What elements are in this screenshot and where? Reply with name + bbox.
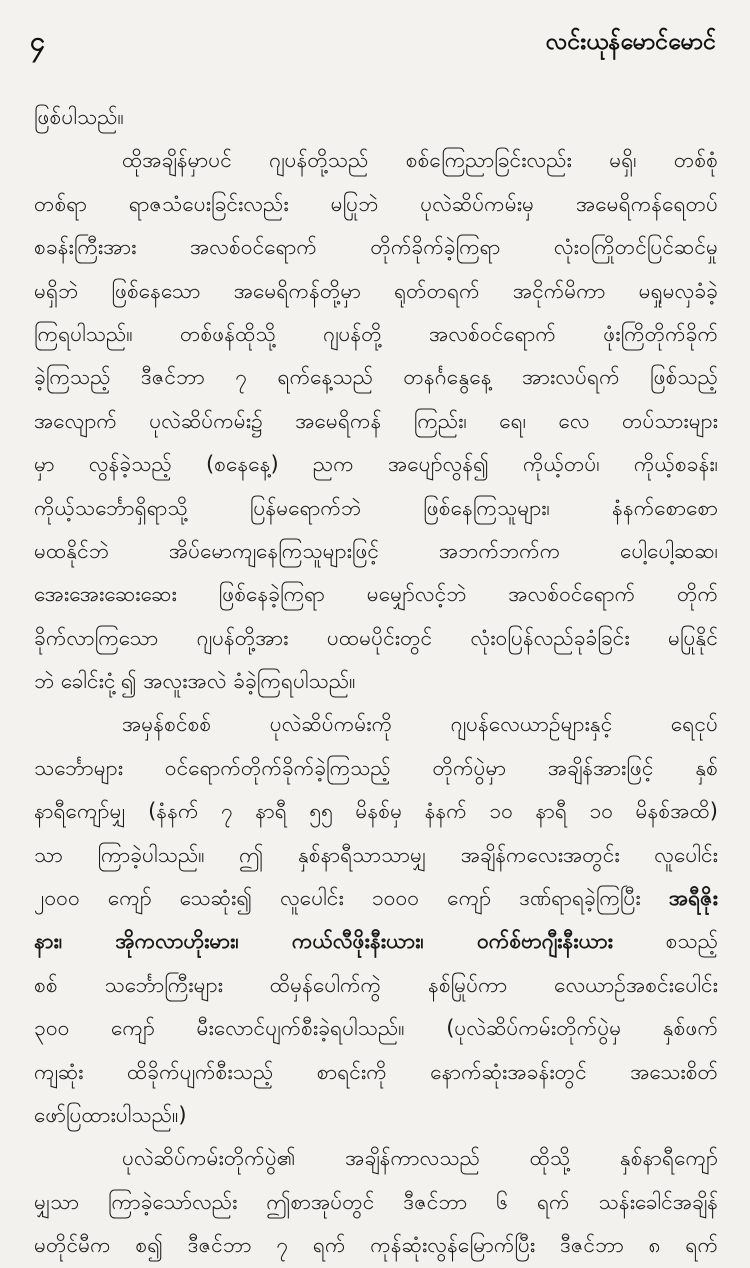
text-line: မရှိဘဲ ဖြစ်နေသော အမေရိကန်တို့မှာ ရုတ်တရက် အငိုက်မိကာ မရှုမလှခံခဲ့ bbox=[34, 278, 718, 303]
body-text bbox=[34, 96, 718, 1268]
text-line: ကြရပါသည်။ တစ်ဖန်ထိုသို့ ဂျပန်တို့ အလစ်ဝင်ရောက် ဖုံးကြိတိုက်ခိုက် bbox=[34, 321, 718, 346]
text-line: ၃၀၀ ကျော် မီးလောင်ပျက်စီးခဲ့ရပါသည်။ (ပုလဲဆိပ်ကမ်းတိုက်ပွဲမှ နှစ်ဖက် bbox=[34, 1016, 718, 1041]
text-line: ကိုယ့်သင်္ဘောရှိရာသို့ ပြန်မရောက်ဘဲ ဖြစ်နေကြသူများ၊ နံနက်စောစော bbox=[34, 495, 718, 520]
text-line: ပုလဲဆိပ်ကမ်းတိုက်ပွဲ၏ အချိန်ကာလသည် ထိုသို့ နှစ်နာရီကျော် bbox=[122, 1146, 718, 1171]
text-line: သာ ကြာခဲ့ပါသည်။ ဤ နှစ်နာရီသာသာမျှ အချိန်ကလေးအတွင်း လူပေါင်း bbox=[34, 842, 718, 867]
text-line: ဖြစ်ပါသည်။ bbox=[34, 105, 124, 129]
text-line: သင်္ဘောများ ဝင်ရောက်တိုက်ခိုက်ခဲ့ကြသည့် တိုက်ပွဲမှာ အချိန်အားဖြင့် နှစ် bbox=[34, 755, 718, 780]
running-head: လင်းယုန်မောင်မောင် bbox=[545, 29, 716, 55]
text-line: စစ် သင်္ဘောကြီးများ ထိမှန်ပေါက်ကွဲ နစ်မြုပ်ကာ လေယာဉ်အစင်းပေါင်း bbox=[34, 972, 718, 997]
text-line: မျှသာ ကြာခဲ့သော်လည်း ဤစာအုပ်တွင် ဒီဇင်ဘာ ၆ ရက် သန်းခေါင်အချိန် bbox=[34, 1189, 718, 1214]
text-line: ခဲ့ကြသည့် ဒီဇင်ဘာ ၇ ရက်နေ့သည် တနင်္ဂနွေနေ့ အားလပ်ရက် ဖြစ်သည့် bbox=[34, 365, 718, 390]
text-line: ကျဆုံး ထိခိုက်ပျက်စီးသည့် စာရင်းကို နောက်ဆုံးအခန်းတွင် အသေးစိတ် bbox=[34, 1059, 718, 1084]
text-line: ဘဲ ခေါင်းငုံ့၍ အလူးအလဲ ခံခဲ့ကြရပါသည်။ bbox=[34, 669, 356, 694]
text-line-with-bold bbox=[34, 920, 718, 963]
text-line: ထိုအချိန်မှာပင် ဂျပန်တို့သည် စစ်ကြေညာခြင်းလည်း မရှိ၊ တစ်စုံ bbox=[122, 148, 718, 173]
text-line-with-bold bbox=[34, 877, 718, 920]
text-line: အမှန်စင်စစ် ပုလဲဆိပ်ကမ်းကို ဂျပန်လေယာဉ်များနှင့် ရေငုပ် bbox=[122, 712, 718, 737]
text-line: မထနိုင်ဘဲ အိပ်မောကျနေကြသူများဖြင့် အဘက်ဘက်က ပေါ့ပေါ့ဆဆ၊ bbox=[34, 538, 718, 563]
text-line: နာရီကျော်မျှ (နံနက် ၇ နာရီ ၅၅ မိနစ်မှ နံနက် ၁၀ နာရီ ၁၀ မိနစ်အထိ) bbox=[34, 799, 718, 824]
bold-text-segment: နား၊ အိုကလာဟိုးမား၊ ကယ်လီဖိုးနီးယား၊ ဝက်စ်ဗာဂျီးနီးယား bbox=[34, 929, 613, 954]
text-line: မတိုင်မီက စ၍ ဒီဇင်ဘာ ၇ ရက် ကုန်ဆုံးလွန်မြောက်ပြီး ဒီဇင်ဘာ ၈ ရက် bbox=[34, 1233, 718, 1258]
text-line: ဖော်ပြထားပါသည်။) bbox=[34, 1102, 187, 1127]
text-segment: စသည့် bbox=[665, 929, 718, 954]
page-header bbox=[30, 22, 720, 66]
bold-text-segment: အရီဇိုး bbox=[668, 886, 718, 911]
text-line: အလျောက် ပုလဲဆိပ်ကမ်း၌ အမေရိကန် ကြည်း၊ ရေ၊ လေ တပ်သားများ bbox=[34, 408, 718, 433]
text-segment: ၂၀၀၀ ကျော် သေဆုံး၍ လူပေါင်း ၁၀၀၀ ကျော် ဒဏ်ရာရခဲ့ကြပြီး bbox=[34, 886, 641, 911]
text-line: ခိုက်လာကြသော ဂျပန်တို့အား ပထမပိုင်းတွင် လုံးဝပြန်လည်ခုခံခြင်း မပြုနိုင် bbox=[34, 625, 718, 650]
text-line: မှာ လွန်ခဲ့သည့် (စနေနေ့) ညက အပျော်လွန်၍ ကိုယ့်တပ်၊ ကိုယ့်စခန်း၊ bbox=[34, 452, 718, 477]
text-line: အေးအေးဆေးဆေး ဖြစ်နေခဲ့ကြရာ မမျှော်လင့်ဘဲ အလစ်ဝင်ရောက် တိုက် bbox=[34, 582, 718, 607]
text-line: စခန်းကြီးအား အလစ်ဝင်ရောက် တိုက်ခိုက်ခဲ့ကြရာ လုံးဝကြိုတင်ပြင်ဆင်မှု bbox=[34, 235, 718, 260]
page-number: ၄ bbox=[30, 26, 46, 57]
text-line: တစ်ရာ ရာဇသံပေးခြင်းလည်း မပြုဘဲ ပုလဲဆိပ်ကမ်းမှ အမေရိကန်ရေတပ် bbox=[34, 191, 718, 216]
